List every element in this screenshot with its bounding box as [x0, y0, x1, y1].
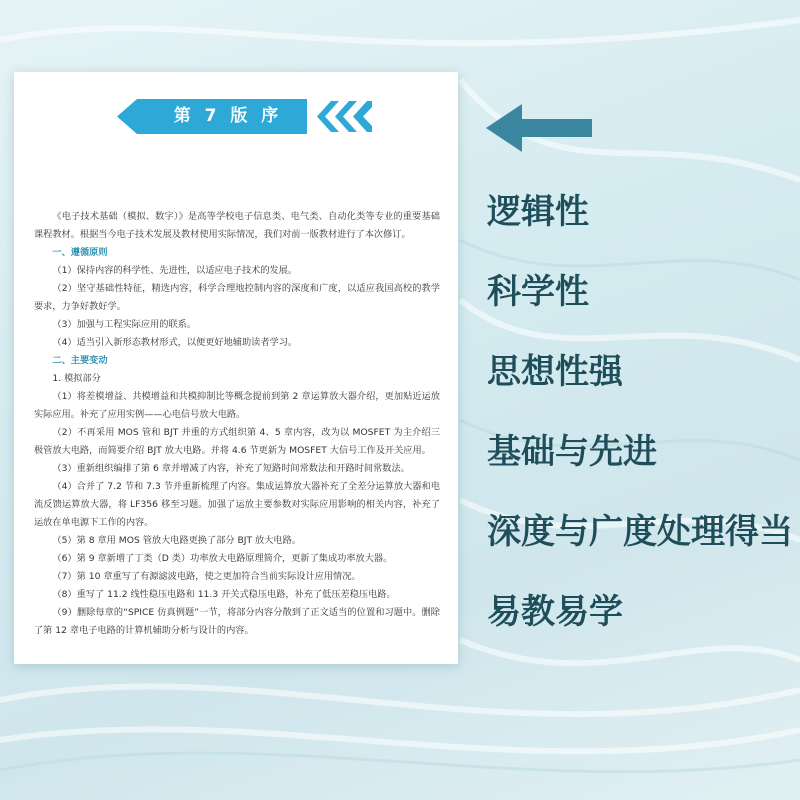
body-paragraph: （1）保持内容的科学性、先进性，以适应电子技术的发展。 [52, 265, 298, 276]
page-title: 第 7 版 序 [173, 106, 283, 126]
feature-item: 逻辑性 [487, 192, 589, 232]
feature-item: 科学性 [487, 272, 589, 312]
body-paragraph: （8）重写了 11.2 线性稳压电路和 11.3 开关式稳压电路，补充了低压差稳压电路。 [52, 589, 396, 600]
double-chevron-left-icon [317, 101, 372, 132]
body-paragraph: （2）不再采用 MOS 管和 BJT 并重的方式组织第 4、5 章内容，改为以 MOSFET 为主介绍三极管放大电路，而简要介绍 BJT 放大电路。并将 4.6 节更新为 MOSFET 大信号工作及开关应用。 [34, 427, 440, 456]
body-paragraph: （9）删除每章的“SPICE 仿真例题”一节，将部分内容分散到了正文适当的位置和习题中。删除了第 12 章电子电路的计算机辅助分析与设计的内容。 [34, 607, 440, 636]
feature-item: 深度与广度处理得当 [487, 512, 793, 552]
section-heading: 二、主要变动 [52, 355, 108, 366]
body-paragraph: （3）加强与工程实际应用的联系。 [52, 319, 197, 330]
left-arrow-icon [486, 104, 592, 152]
preface-text [34, 208, 440, 640]
body-paragraph: （5）第 8 章用 MOS 管放大电路更换了部分 BJT 放大电路。 [52, 535, 301, 546]
feature-item: 基础与先进 [487, 432, 657, 472]
body-paragraph: （7）第 10 章重写了有源滤波电路，使之更加符合当前实际设计应用情况。 [52, 571, 361, 582]
body-paragraph: （3）重新组织编排了第 6 章并增减了内容，补充了短路时间常数法和开路时间常数法。 [52, 463, 410, 474]
document-page [14, 72, 458, 664]
body-paragraph: （6）第 9 章新增了丁类（D 类）功率放大电路原理简介，更新了集成功率放大器。 [52, 553, 393, 564]
title-banner [117, 99, 372, 134]
feature-item: 易教易学 [487, 592, 623, 632]
body-paragraph: （4）适当引入新形态教材形式，以便更好地辅助读者学习。 [52, 337, 298, 348]
section-heading: 一、遵循原则 [52, 247, 108, 258]
body-paragraph: （1）将差模增益、共模增益和共模抑制比等概念提前到第 2 章运算放大器介绍，更加贴近运放实际应用。补充了应用实例——心电信号放大电路。 [34, 391, 440, 420]
body-paragraph: （4）合并了 7.2 节和 7.3 节并重新梳理了内容。集成运算放大器补充了全差分运算放大器和电流反馈运算放大器，将 LF356 移至习题。加强了运放主要参数对实际应用影响的相关内容，补充了运放在单电源下工作的内容。 [34, 481, 440, 528]
body-paragraph: 《电子技术基础（模拟、数字）》是高等学校电子信息类、电气类、自动化类等专业的重要基础课程教材。根据当今电子技术发展及教材使用实际情况，我们对前一版教材进行了本次修订。 [34, 211, 440, 240]
feature-item: 思想性强 [487, 352, 623, 392]
body-paragraph: 1. 模拟部分 [52, 373, 101, 384]
body-paragraph: （2）坚守基础性特征，精选内容，科学合理地控制内容的深度和广度，以适应我国高校的教学要求，力争好教好学。 [34, 283, 440, 312]
feature-list [487, 188, 793, 668]
